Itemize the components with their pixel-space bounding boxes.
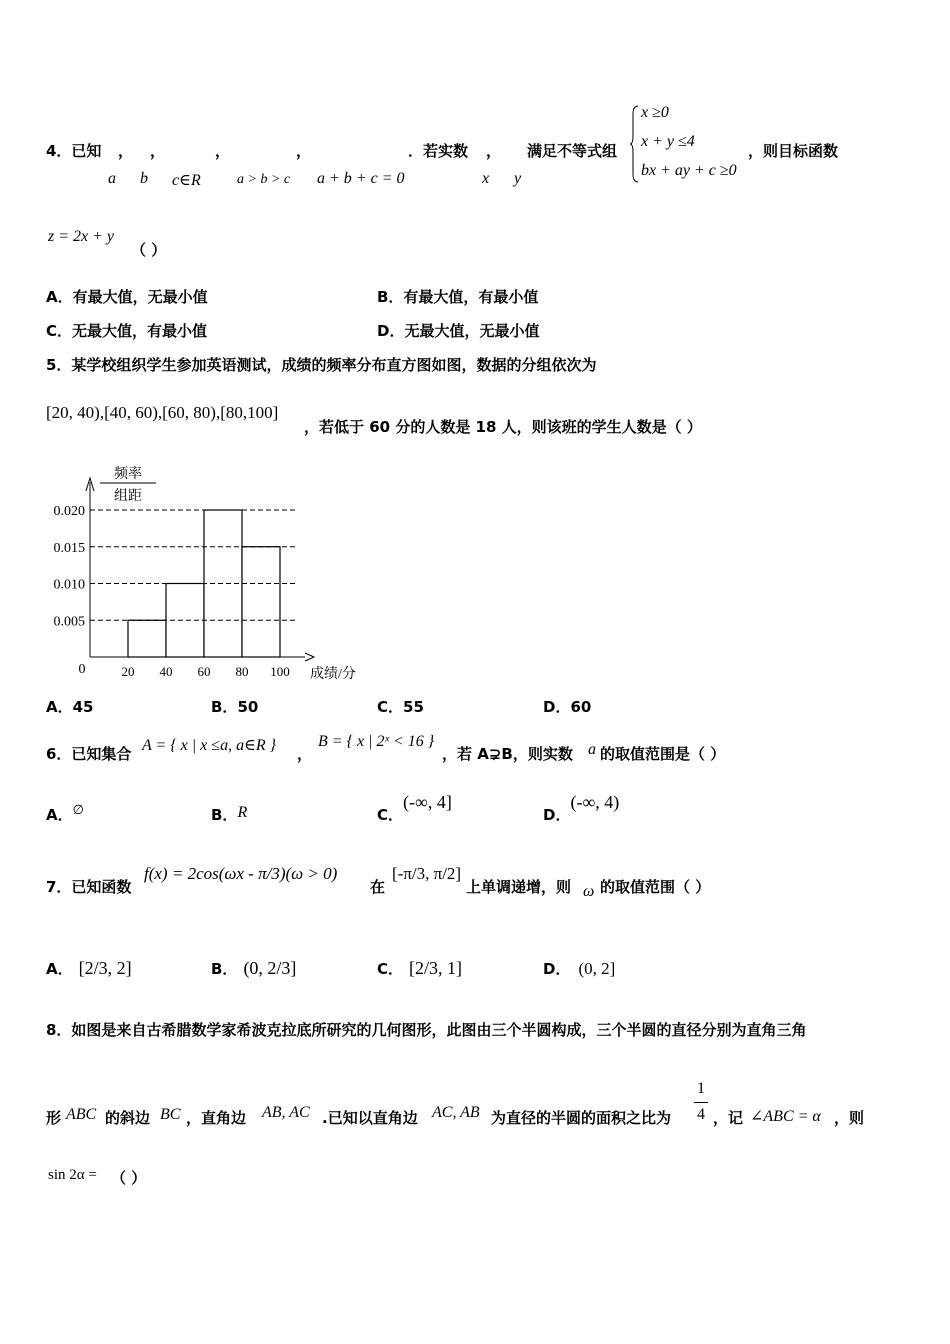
- q7-var-omega: ω: [583, 883, 595, 900]
- q6-tail1: ，若 A⊋B，则实数: [442, 745, 573, 763]
- q4-comma: ，: [118, 142, 134, 160]
- q4-sum: a + b + c = 0: [317, 170, 405, 187]
- histogram-layer: [54, 466, 356, 682]
- y-axis-label-top: 频率: [114, 467, 142, 482]
- q8-text: ，则: [834, 1109, 865, 1127]
- q4-paren: （ ）: [131, 241, 167, 259]
- q5-groups: [20, 40),[40, 60),[60, 80),[80,100]: [46, 403, 279, 422]
- q7-label: 7．已知函数: [46, 878, 132, 896]
- x-tick-label: 60: [197, 664, 211, 679]
- q4-mid-text: ．若实数: [408, 142, 469, 160]
- q6-option-d[interactable]: D．(-∞, 4): [543, 792, 620, 824]
- q5-option-a[interactable]: A．45: [46, 698, 94, 716]
- q6-set-b: B = { x | 2ˣ < 16 }: [318, 733, 435, 750]
- q7-tail1: 上单调递增，则: [466, 878, 572, 896]
- q8-frac-den: 4: [697, 1106, 705, 1123]
- q4-option-a[interactable]: A．有最大值，无最小值: [46, 288, 208, 306]
- y-tick-label: 0.015: [53, 540, 85, 556]
- x-tick-label: 100: [270, 664, 290, 679]
- q4-system-line: x ≥0: [641, 104, 669, 121]
- x-tick-label: 40: [159, 664, 173, 679]
- q8-text: ，直角边: [186, 1109, 247, 1127]
- q4-var-c: c∈R: [172, 172, 201, 189]
- q5-option-d[interactable]: D．60: [543, 698, 592, 716]
- q4-comma: ，: [150, 142, 166, 160]
- q8-bc: BC: [160, 1106, 181, 1123]
- q8-abac: AB, AC: [262, 1104, 310, 1121]
- q4-label: 4．已知: [46, 142, 102, 160]
- y-tick-label: 0.010: [53, 577, 85, 593]
- q4-var-a: a: [108, 170, 116, 187]
- q5-label: 5．某学校组织学生参加英语测试，成绩的频率分布直方图如图，数据的分组依次为: [46, 356, 597, 374]
- q7-function: f(x) = 2cos(ωx - π/3)(ω > 0): [144, 864, 338, 883]
- origin-label: 0: [78, 662, 86, 677]
- q7-option-b[interactable]: B． (0, 2/3]: [211, 958, 297, 978]
- q8-angle: ∠ABC = α: [750, 1108, 821, 1125]
- q6-label: 6．已知集合: [46, 745, 132, 763]
- q4-order: a > b > c: [237, 172, 291, 187]
- q8-line1: 8．如图是来自古希腊数学家希波克拉底所研究的几何图形，此图由三个半圆构成，三个半圆的直径分别为直角三角: [46, 1021, 807, 1039]
- q8-text: 为直径的半圆的面积之比为: [491, 1109, 672, 1127]
- q8-text: 形: [46, 1109, 62, 1127]
- y-tick-label: 0.020: [53, 504, 85, 519]
- histogram-bar: [128, 620, 166, 657]
- histogram-bar: [242, 547, 280, 657]
- q7-in: 在: [370, 878, 386, 896]
- q6-option-b[interactable]: B．R: [211, 804, 248, 824]
- q6-comma: ，: [297, 745, 313, 763]
- q7-option-d[interactable]: D． (0, 2]: [543, 959, 616, 978]
- q4-var-b: b: [140, 170, 148, 187]
- q6-option-c[interactable]: C．(-∞, 4]: [377, 792, 452, 824]
- y-tick-label: 0.005: [53, 614, 85, 630]
- x-axis-arrow: [305, 653, 314, 661]
- q6-set-a: A = { x | x ≤a, a∈R }: [142, 737, 277, 754]
- x-tick-label: 80: [235, 664, 249, 679]
- q5-option-b[interactable]: B．50: [211, 698, 259, 716]
- q6-option-a[interactable]: A．∅: [46, 802, 84, 824]
- q8-frac-bar: [694, 1102, 708, 1103]
- histogram-chart: [40, 460, 380, 690]
- q8-abc: ABC: [66, 1106, 97, 1123]
- q4-comma: ，: [215, 142, 231, 160]
- q4-tail-text: ，则目标函数: [748, 142, 839, 160]
- x-tick-label: 20: [121, 664, 135, 679]
- q4-comma: ，: [296, 142, 312, 160]
- q5-tail: ，若低于 60 分的人数是 18 人，则该班的学生人数是（ ）: [304, 418, 702, 436]
- q4-option-d[interactable]: D．无最大值，无最小值: [377, 322, 540, 340]
- q7-option-c[interactable]: C． [2/3, 1]: [377, 958, 463, 978]
- q8-acab: AC, AB: [432, 1104, 480, 1121]
- q4-cond-text: 满足不等式组: [527, 142, 618, 160]
- q8-frac-num: 1: [697, 1080, 705, 1097]
- q4-var-x: x: [482, 170, 490, 187]
- q7-interval: [-π/3, π/2]: [392, 864, 462, 883]
- q8-text: ，记: [713, 1109, 744, 1127]
- q4-system-brace: [630, 104, 640, 188]
- q8-text: 的斜边: [105, 1109, 151, 1127]
- q4-var-y: y: [514, 170, 522, 187]
- q4-system-line: bx + ay + c ≥0: [641, 162, 737, 179]
- q4-comma2: ，: [486, 142, 502, 160]
- y-axis-label-bottom: 组距: [114, 489, 142, 504]
- q6-var-a: a: [588, 741, 596, 758]
- q5-option-c[interactable]: C．55: [377, 698, 424, 716]
- q8-text: .已知以直角边: [322, 1109, 418, 1127]
- q4-option-c[interactable]: C．无最大值，有最小值: [46, 322, 208, 340]
- x-axis-label: 成绩/分: [310, 667, 356, 682]
- q7-tail2: 的取值范围（ ）: [600, 878, 711, 896]
- q4-option-b[interactable]: B．有最大值，有最小值: [377, 288, 539, 306]
- q8-sin: sin 2α =: [48, 1167, 97, 1183]
- q6-tail2: 的取值范围是（ ）: [600, 745, 726, 763]
- q4-objective: z = 2x + y: [48, 228, 115, 245]
- q8-paren: （ ）: [111, 1169, 147, 1187]
- q4-system-line: x + y ≤4: [641, 133, 695, 150]
- q7-option-a[interactable]: A． [2/3, 2]: [46, 958, 132, 978]
